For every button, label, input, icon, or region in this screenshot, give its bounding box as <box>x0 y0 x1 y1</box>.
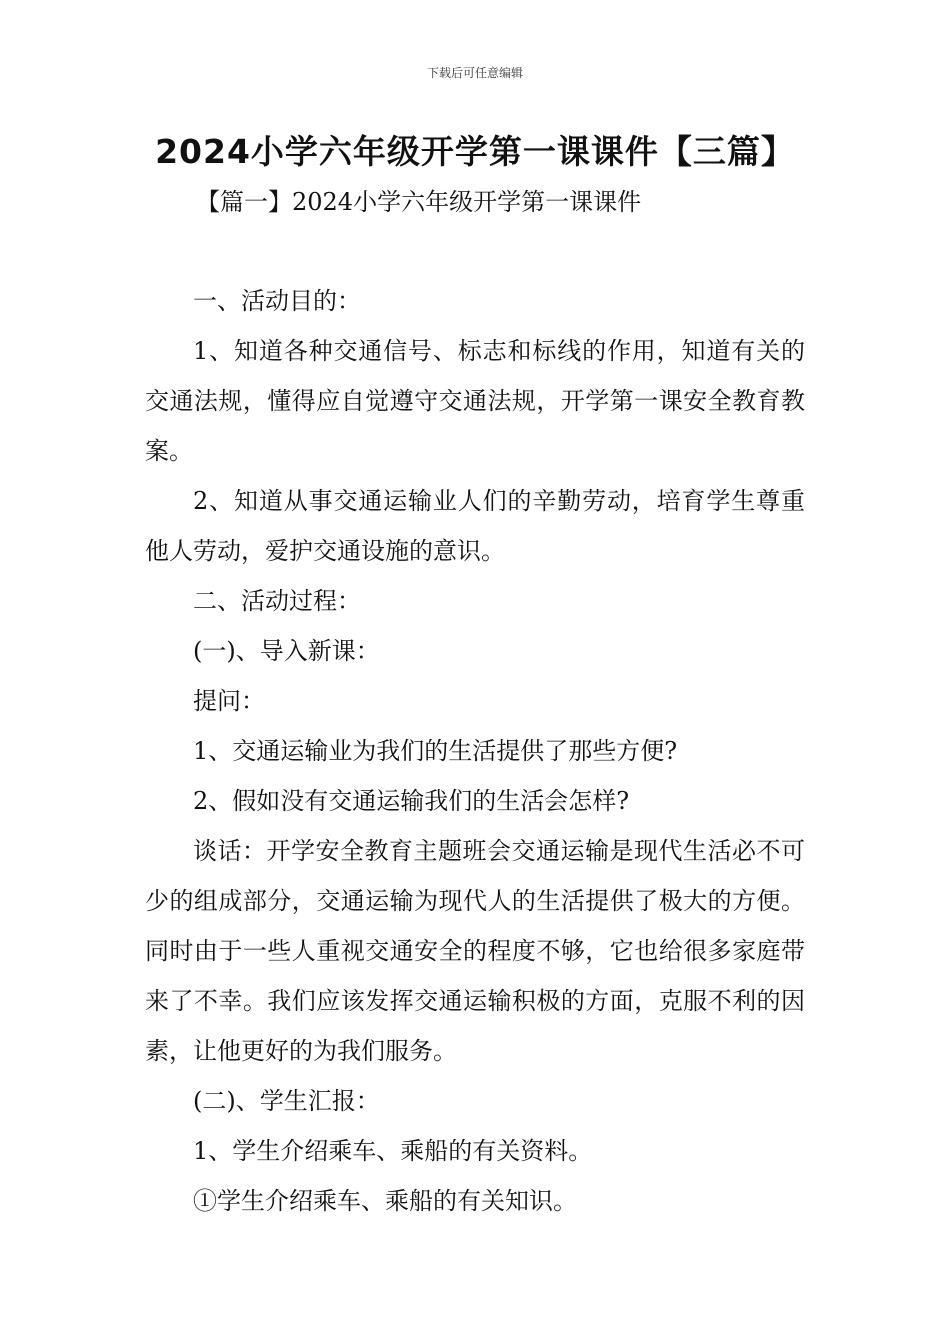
paragraph: 1、交通运输业为我们的生活提供了那些方便? <box>193 737 678 765</box>
section-heading: 【篇一】2024小学六年级开学第一课课件 <box>196 188 642 216</box>
paragraph: 1、知道各种交通信号、标志和标线的作用，知道有关的交通法规，懂得应自觉遵守交通法规，开学第一课安全教育教案。 <box>145 337 805 465</box>
paragraph: 二、活动过程： <box>193 587 361 615</box>
paragraph: 2、假如没有交通运输我们的生活会怎样? <box>193 787 630 815</box>
document-body <box>145 276 805 1226</box>
paragraph: 2、知道从事交通运输业人们的辛勤劳动，培育学生尊重他人劳动，爱护交通设施的意识。 <box>145 487 805 565</box>
paragraph: (一)、导入新课： <box>193 637 380 665</box>
paragraph: 谈话：开学安全教育主题班会交通运输是现代生活必不可少的组成部分，交通运输为现代人的生活提供了极大的方便。同时由于一些人重视交通安全的程度不够，它也给很多家庭带来了不幸。我们应该发挥交通运输积极的方面，克服不利的因素，让他更好的为我们服务。 <box>145 837 805 1065</box>
paragraph: 一、活动目的： <box>193 287 361 315</box>
document-title: 2024小学六年级开学第一课课件【三篇】 <box>155 132 795 171</box>
paragraph: (二)、学生汇报： <box>193 1087 380 1115</box>
paragraph: 1、学生介绍乘车、乘船的有关资料。 <box>193 1137 593 1165</box>
page-header-note: 下载后可任意编辑 <box>426 66 523 80</box>
paragraph: ①学生介绍乘车、乘船的有关知识。 <box>193 1187 577 1215</box>
paragraph: 提问： <box>193 687 265 715</box>
